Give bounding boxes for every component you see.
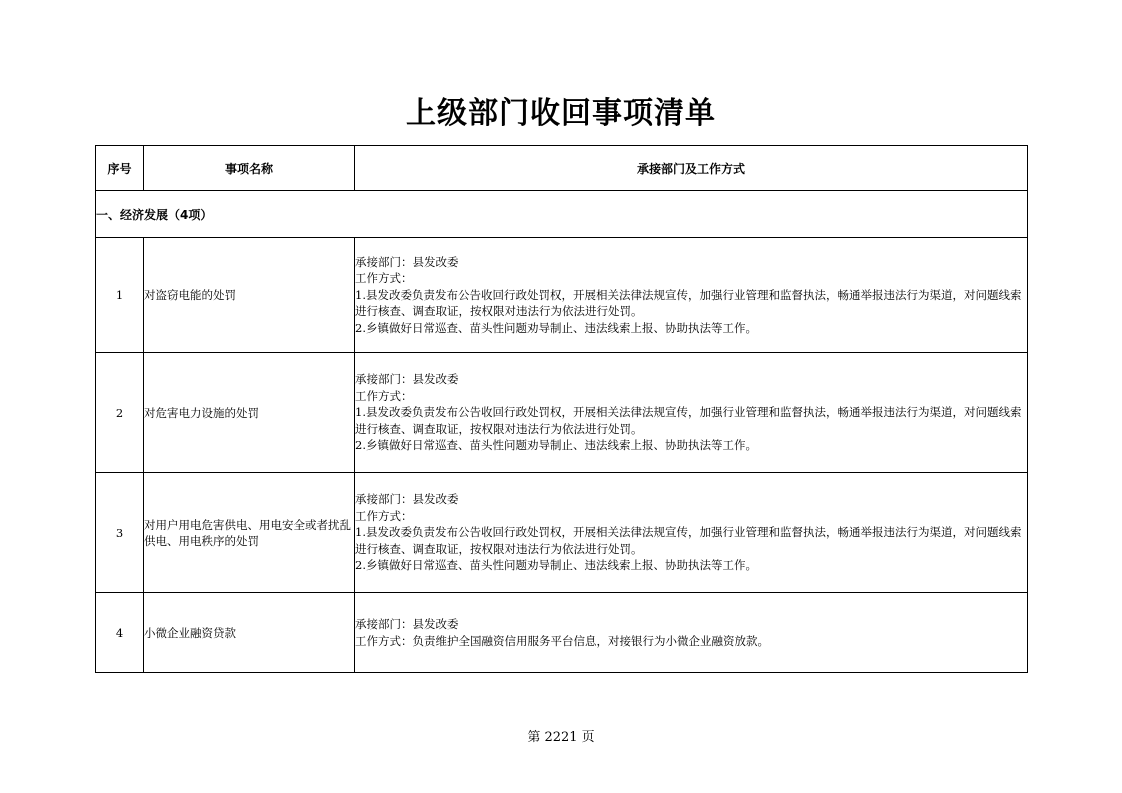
row-detail [355,473,1028,593]
header-dept: 承接部门及工作方式 [355,146,1028,191]
detail-line: 承接部门：县发改委 [355,372,459,387]
section-title: 一、经济发展（4项） [96,191,1028,238]
page-number: 第 2221 页 [527,730,595,745]
detail-line: 承接部门：县发改委 [355,254,459,269]
detail-line: 2.乡镇做好日常巡查、苗头性问题劝导制止、违法线索上报、协助执法等工作。 [355,438,757,453]
row-seq: 2 [96,353,144,473]
section-row [96,191,1028,238]
row-detail [355,593,1028,673]
detail-line: 工作方式： [355,508,413,523]
table-row [96,353,1028,473]
table-row [96,238,1028,353]
row-seq: 3 [96,473,144,593]
row-name: 小微企业融资贷款 [144,593,355,673]
detail-line: 1.县发改委负责发布公告收回行政处罚权，开展相关法律法规宣传，加强行业管理和监督执法，畅通举报违法行为渠道，对问题线索进行核查、调查取证，按权限对违法行为依法进行处罚。 [355,287,1022,319]
items-table [95,145,1028,673]
detail-line: 1.县发改委负责发布公告收回行政处罚权，开展相关法律法规宣传，加强行业管理和监督执法，畅通举报违法行为渠道，对问题线索进行核查、调查取证，按权限对违法行为依法进行处罚。 [355,405,1022,436]
detail-line: 承接部门：县发改委 [355,492,459,507]
row-name: 对用户用电危害供电、用电安全或者扰乱供电、用电秩序的处罚 [144,473,355,593]
row-seq: 1 [96,238,144,353]
row-seq: 4 [96,593,144,673]
detail-line: 承接部门：县发改委 [355,617,459,631]
table-row [96,473,1028,593]
header-seq: 序号 [96,146,144,191]
row-name: 对危害电力设施的处罚 [144,353,355,473]
detail-line: 工作方式： [355,388,413,403]
page-title: 上级部门收回事项清单 [406,96,716,131]
row-detail [355,353,1028,473]
detail-line: 工作方式：负责维护全国融资信用服务平台信息，对接银行为小微企业融资放款。 [355,633,769,648]
header-name: 事项名称 [144,146,355,191]
detail-line: 工作方式： [355,271,413,286]
row-name: 对盗窃电能的处罚 [144,238,355,353]
table-header-row [96,146,1028,191]
row-detail [355,238,1028,353]
table-row [96,593,1028,673]
detail-line: 2.乡镇做好日常巡查、苗头性问题劝导制止、违法线索上报、协助执法等工作。 [355,558,757,573]
detail-line: 1.县发改委负责发布公告收回行政处罚权，开展相关法律法规宣传，加强行业管理和监督执法，畅通举报违法行为渠道，对问题线索进行核查、调查取证，按权限对违法行为依法进行处罚。 [355,525,1022,556]
detail-line: 2.乡镇做好日常巡查、苗头性问题劝导制止、违法线索上报、协助执法等工作。 [355,320,757,335]
